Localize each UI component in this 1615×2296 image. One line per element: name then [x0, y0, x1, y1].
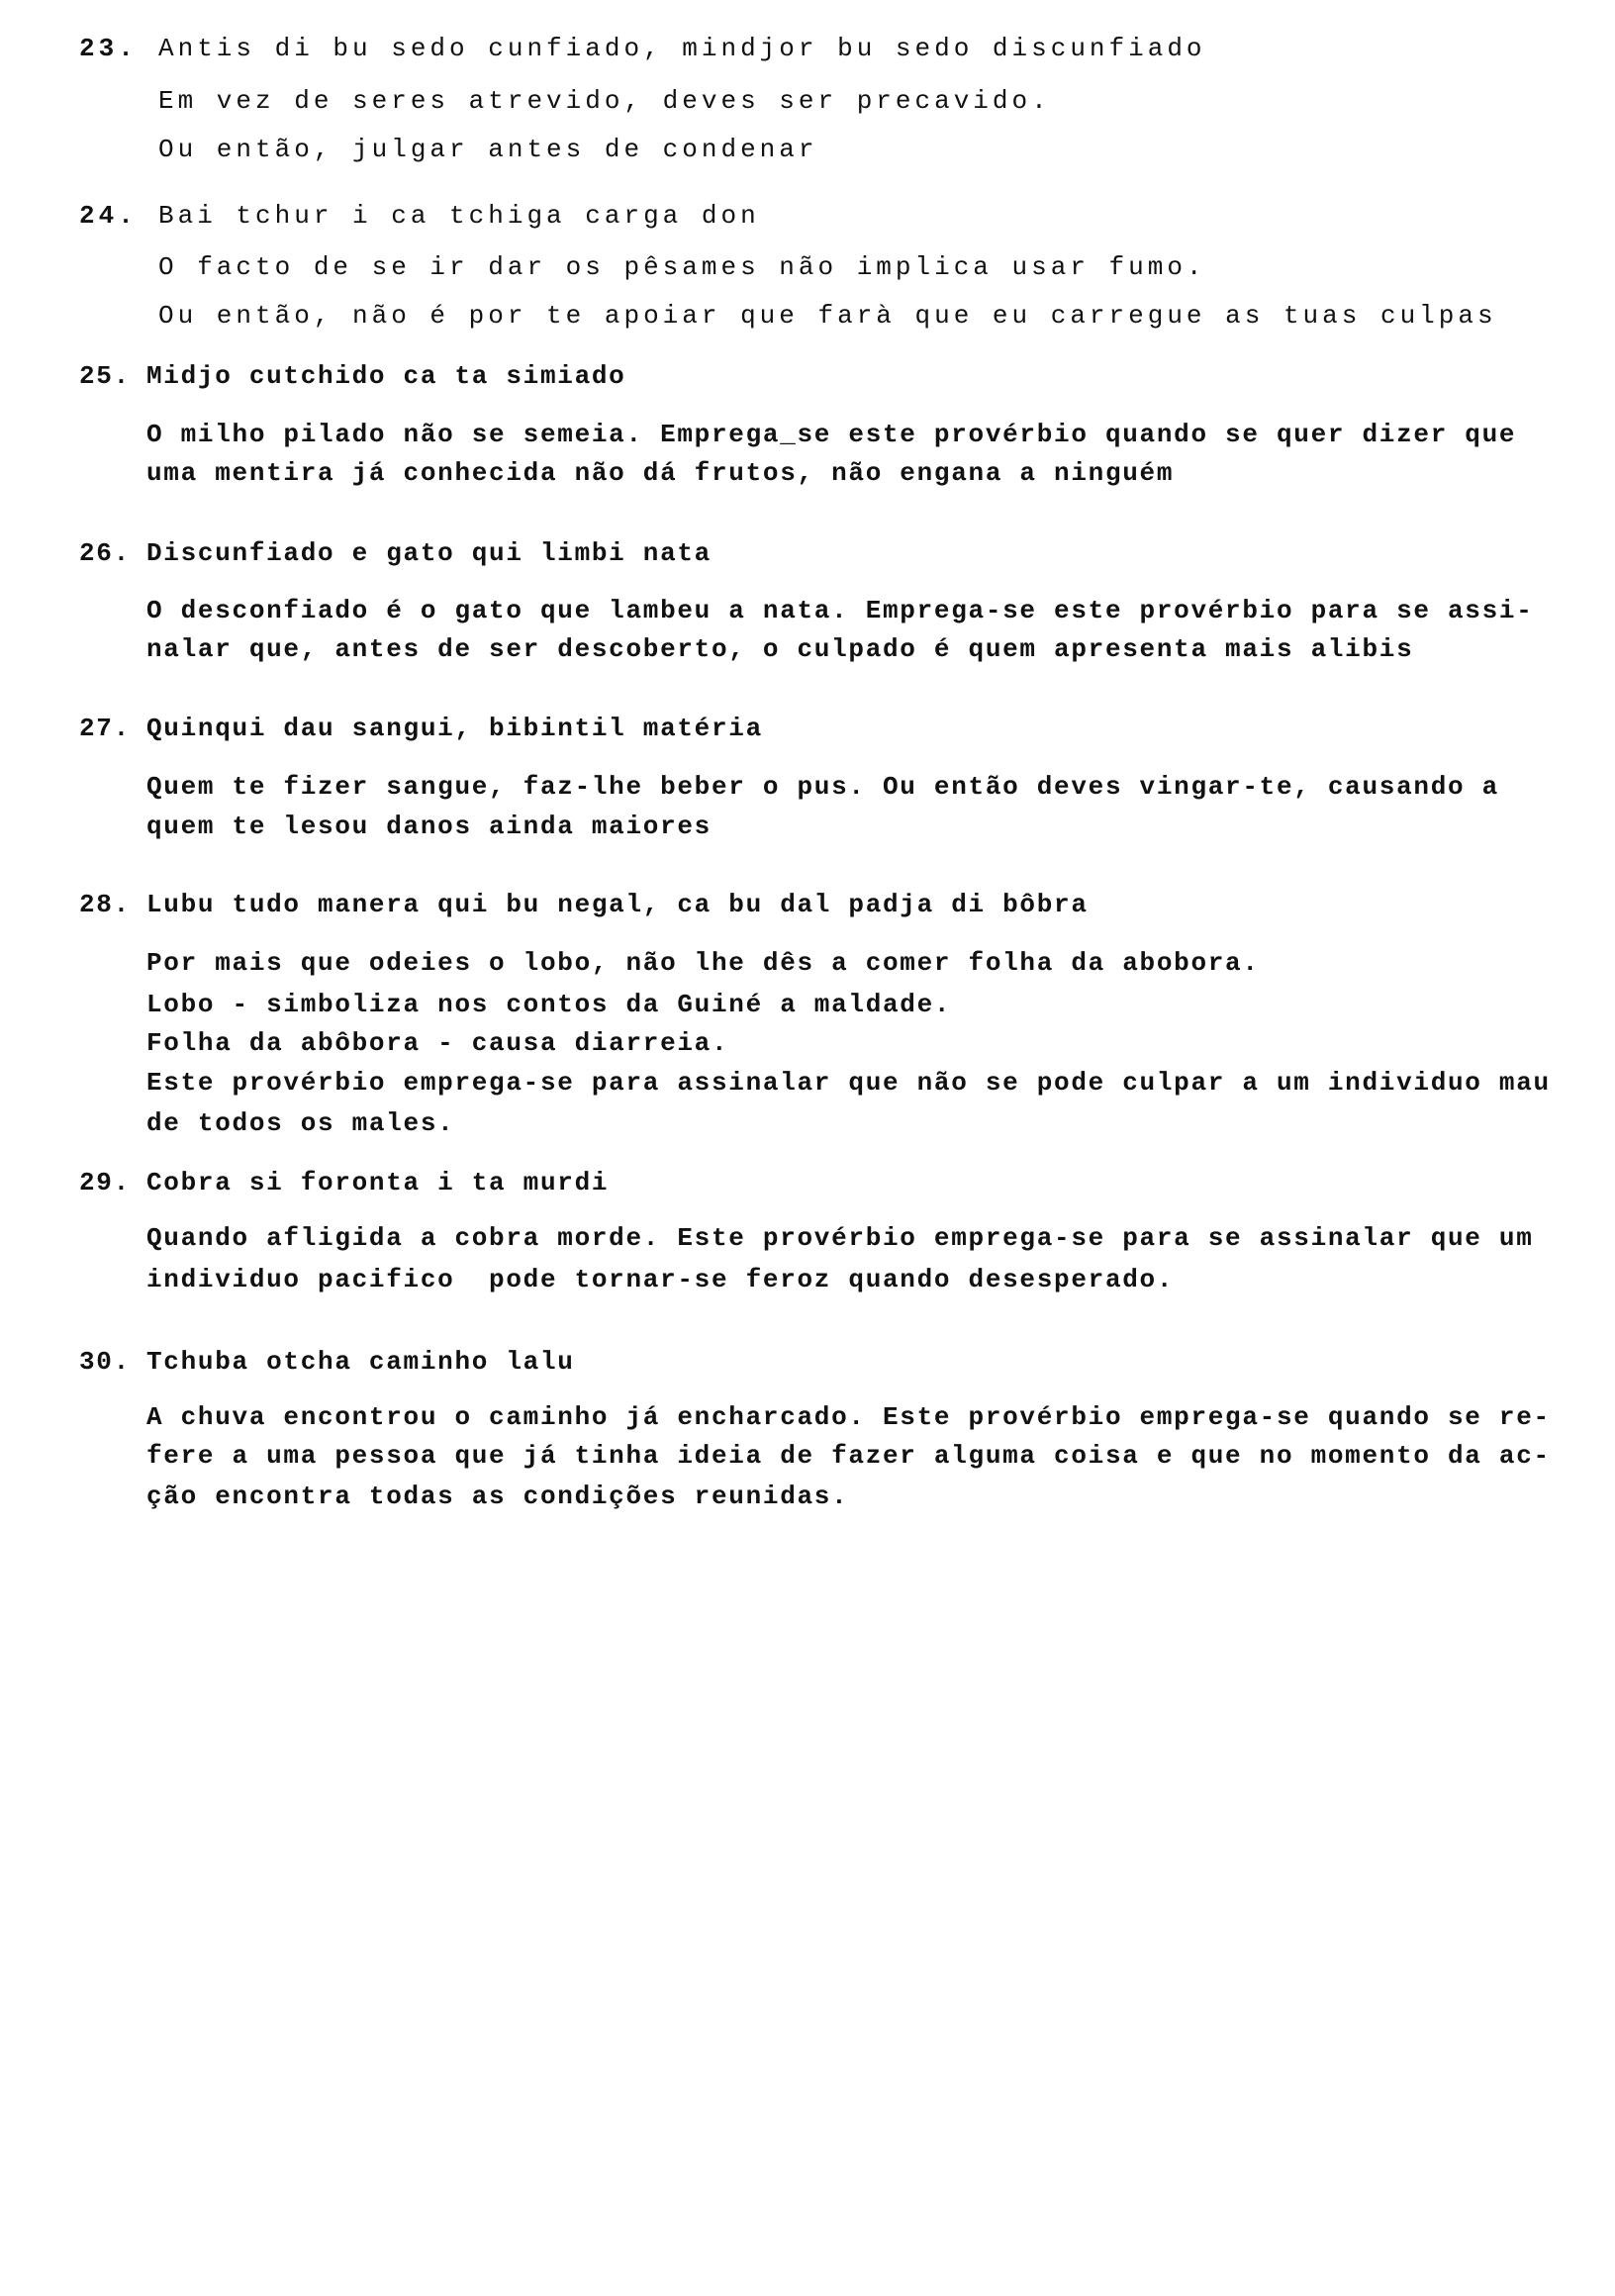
- proverb-number: 27.: [79, 714, 131, 743]
- proverb-title: Midjo cutchido ca ta simiado: [146, 361, 626, 391]
- proverb-line: A chuva encontrou o caminho já encharcado. Este provérbio emprega-se quando se re-: [146, 1402, 1551, 1432]
- proverb-number: 29.: [79, 1168, 131, 1197]
- proverb-line: Lobo - simboliza nos contos da Guiné a maldade.: [146, 990, 952, 1019]
- proverb-line: Quem te fizer sangue, faz-lhe beber o pus. Ou então deves vingar-te, causando a: [146, 772, 1499, 802]
- proverb-line: Ou então, julgar antes de condenar: [158, 135, 818, 164]
- proverb-line: quem te lesou danos ainda maiores: [146, 812, 712, 841]
- proverb-title: Antis di bu sedo cunfiado, mindjor bu sedo discunfiado: [158, 34, 1206, 63]
- proverb-number: 26.: [79, 538, 131, 568]
- proverb-line: O facto de se ir dar os pêsames não implica usar fumo.: [158, 252, 1206, 282]
- proverb-title: Quinqui dau sangui, bibintil matéria: [146, 714, 763, 743]
- proverb-line: O milho pilado não se semeia. Emprega_se este provérbio quando se quer dizer que: [146, 420, 1517, 449]
- proverb-title: Lubu tudo manera qui bu negal, ca bu dal padja di bôbra: [146, 890, 1089, 919]
- proverb-line: Por mais que odeies o lobo, não lhe dês a comer folha da abobora.: [146, 948, 1260, 978]
- proverb-line: individuo pacifico pode tornar-se feroz quando desesperado.: [146, 1265, 1175, 1294]
- proverb-line: nalar que, antes de ser descoberto, o culpado é quem apresenta mais alibis: [146, 634, 1414, 664]
- proverb-line: Este provérbio emprega-se para assinalar que não se pode culpar a um individuo mau: [146, 1068, 1551, 1098]
- proverb-number: 28.: [79, 890, 131, 919]
- proverb-title: Bai tchur i ca tchiga carga don: [158, 201, 760, 231]
- proverb-title: Cobra si foronta i ta murdi: [146, 1168, 610, 1197]
- proverb-line: ção encontra todas as condições reunidas.: [146, 1482, 849, 1511]
- proverb-number: 25.: [79, 361, 131, 391]
- proverb-number: 24.: [79, 201, 138, 231]
- proverb-line: fere a uma pessoa que já tinha ideia de fazer alguma coisa e que no momento da ac-: [146, 1441, 1551, 1471]
- proverb-line: O desconfiado é o gato que lambeu a nata. Emprega-se este provérbio para se assi-: [146, 596, 1534, 625]
- proverb-number: 30.: [79, 1347, 131, 1377]
- proverb-line: de todos os males.: [146, 1108, 455, 1138]
- proverb-line: uma mentira já conhecida não dá frutos, não engana a ninguém: [146, 458, 1175, 488]
- proverb-line: Folha da abôbora - causa diarreia.: [146, 1028, 729, 1058]
- proverb-number: 23.: [79, 34, 138, 63]
- proverb-title: Discunfiado e gato qui limbi nata: [146, 538, 712, 568]
- proverb-line: Ou então, não é por te apoiar que farà que eu carregue as tuas culpas: [158, 301, 1497, 331]
- proverb-line: Quando afligida a cobra morde. Este provérbio emprega-se para se assinalar que um: [146, 1223, 1534, 1253]
- proverb-line: Em vez de seres atrevido, deves ser precavido.: [158, 86, 1051, 116]
- proverb-title: Tchuba otcha caminho lalu: [146, 1347, 575, 1377]
